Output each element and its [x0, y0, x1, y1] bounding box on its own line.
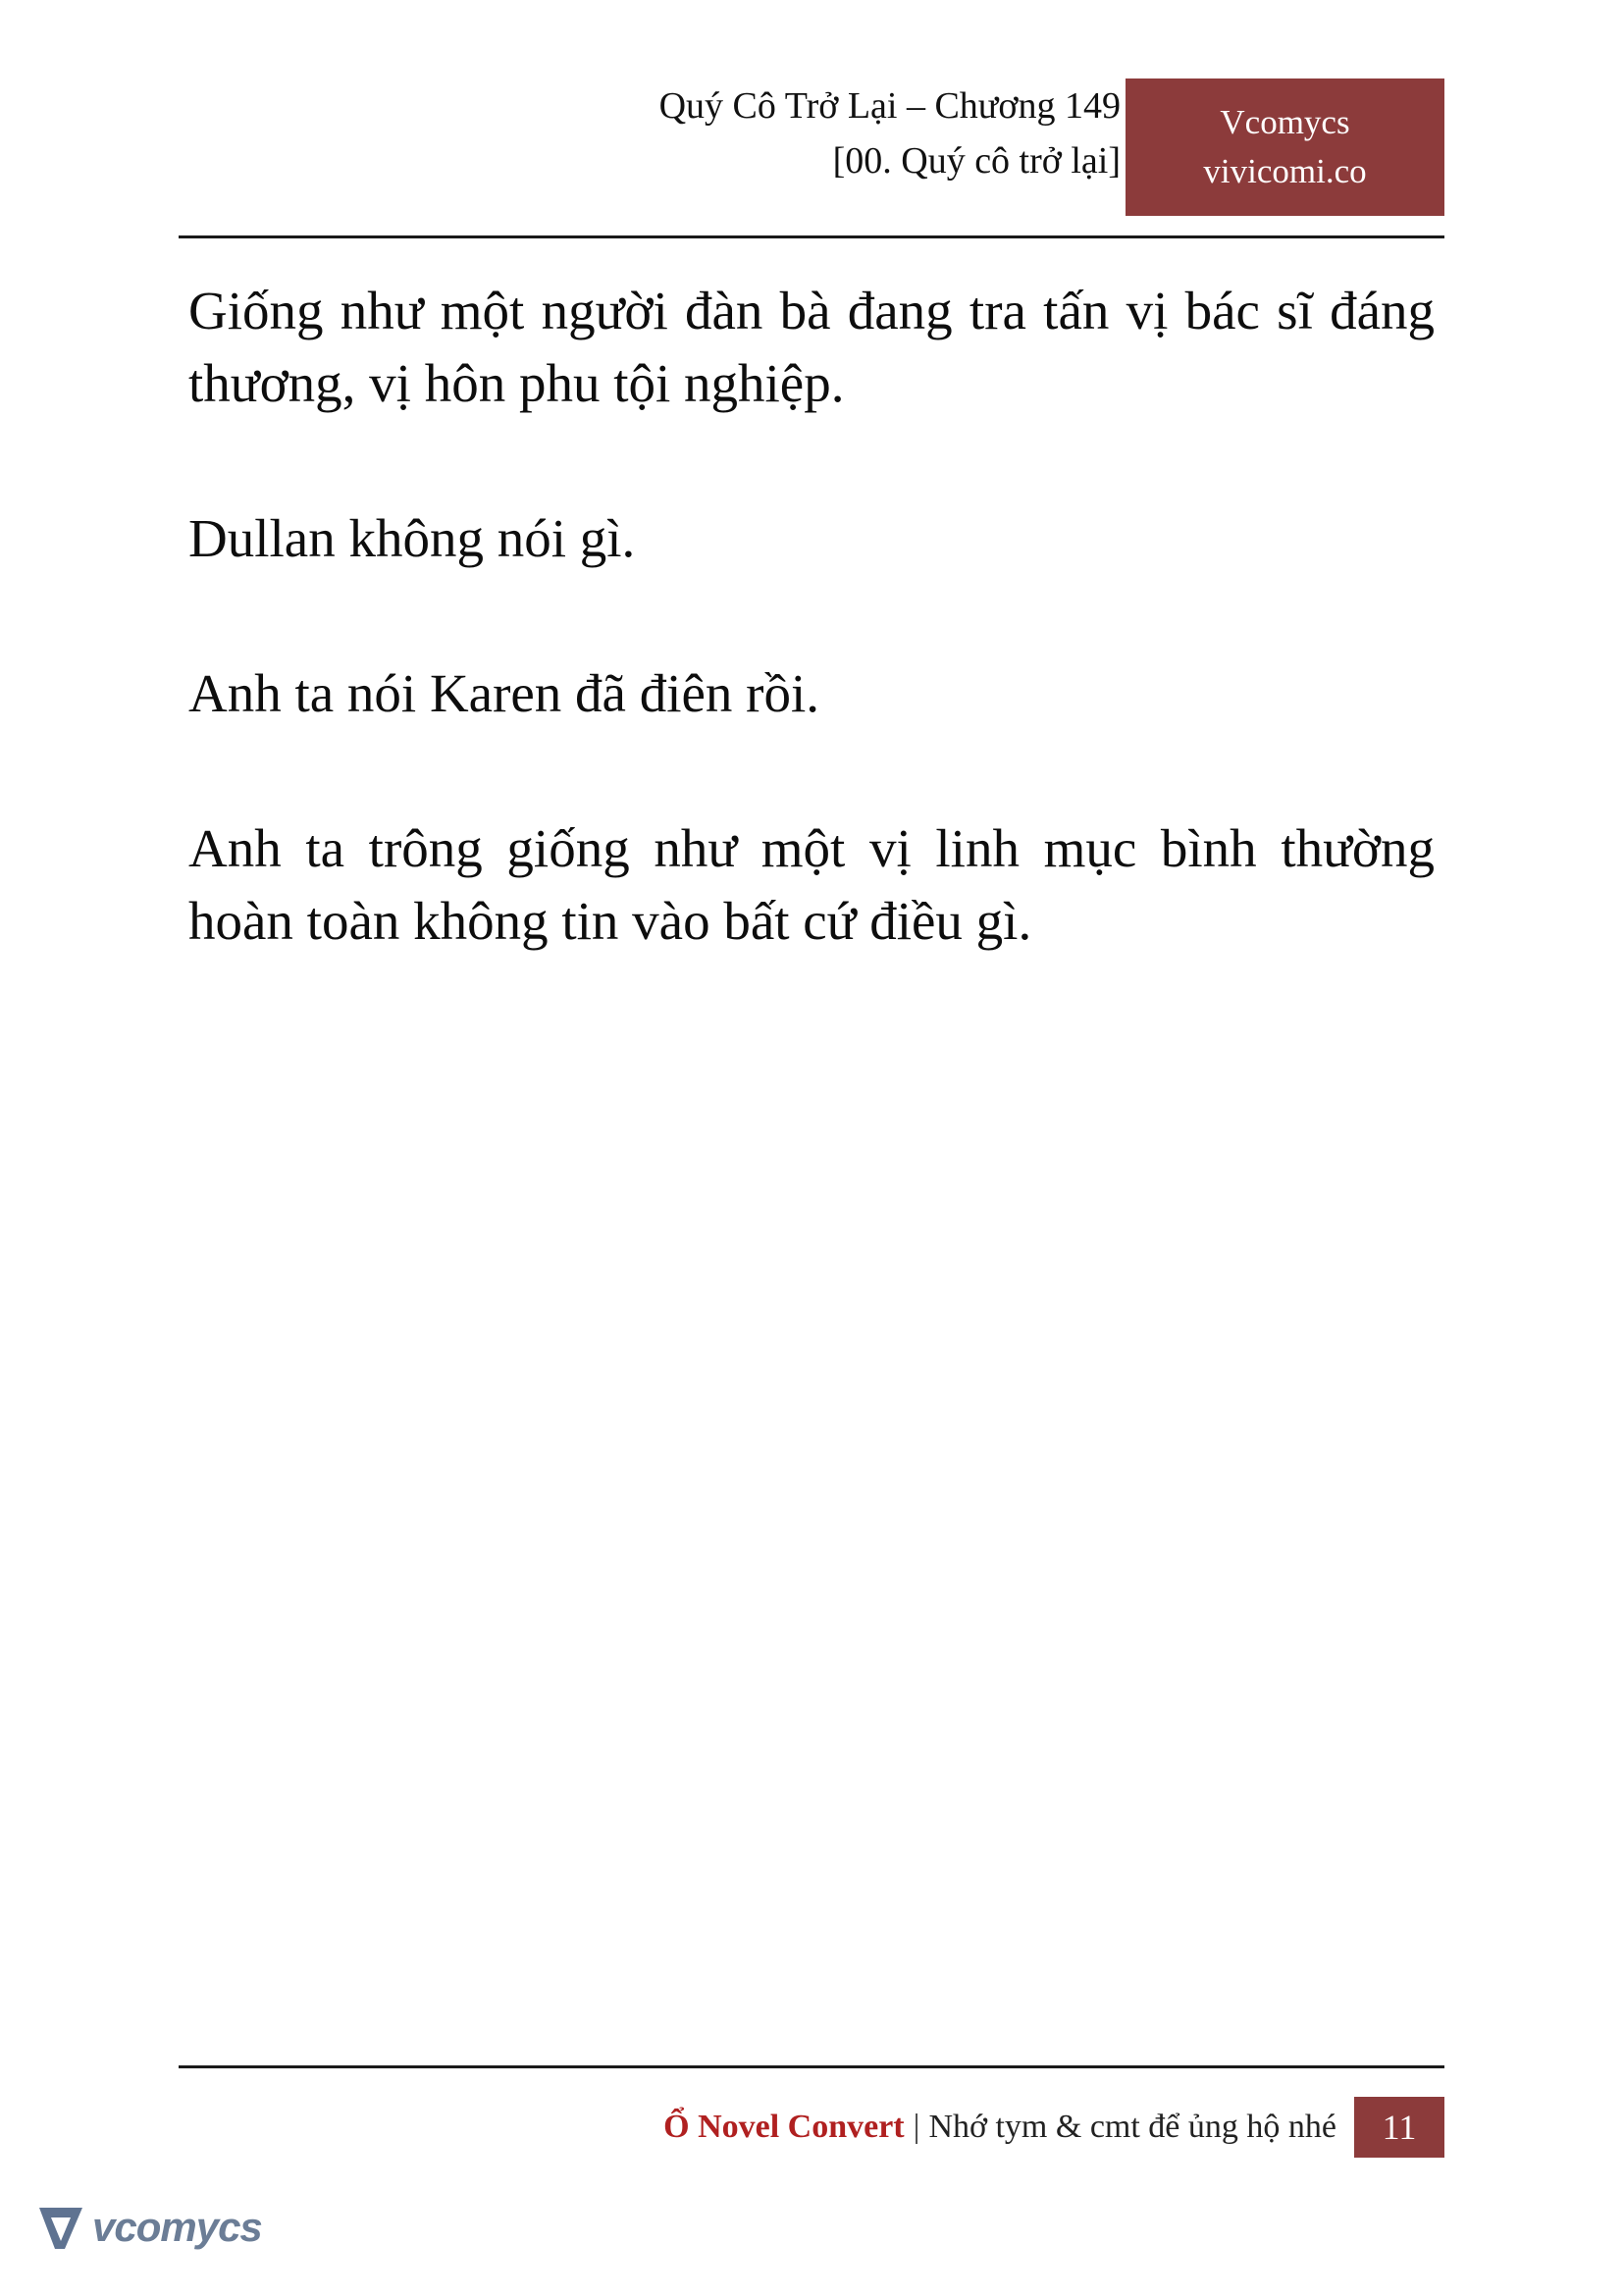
site-badge-name: Vcomycs	[1220, 103, 1350, 141]
page-header	[179, 78, 1444, 240]
footer-note: Nhớ tym & cmt để ủng hộ nhé	[928, 2109, 1336, 2145]
paragraph: Giống như một người đàn bà đang tra tấn vị bác sĩ đáng thương, vị hôn phu tội nghiệp.	[188, 281, 1435, 413]
watermark-logo	[35, 2183, 281, 2271]
paragraph: Anh ta nói Karen đã điên rồi.	[188, 663, 820, 723]
header-title-line2: [00. Quý cô trở lại]	[832, 140, 1121, 182]
footer-brand: Ổ Novel Convert	[663, 2109, 905, 2145]
footer-bar	[179, 2097, 1444, 2158]
footer-divider	[179, 2065, 1444, 2068]
footer-separator: |	[913, 2109, 920, 2145]
header-title-line1: Quý Cô Trở Lại – Chương 149	[658, 85, 1121, 127]
site-badge	[1126, 78, 1444, 216]
paragraph: Dullan không nói gì.	[188, 508, 636, 568]
paragraph: Anh ta trông giống như một vị linh mục bình thường hoàn toàn không tin vào bất cứ điều gì.	[188, 818, 1435, 951]
header-divider	[179, 235, 1444, 238]
vcomycs-logo-icon	[35, 2202, 86, 2253]
site-badge-url: vivicomi.co	[1203, 152, 1367, 190]
page-content	[188, 275, 1435, 1040]
header-title	[237, 78, 1121, 188]
page-number-badge: 11	[1354, 2097, 1444, 2158]
watermark-text: vcomycs	[92, 2204, 262, 2250]
footer-credit	[663, 2097, 1336, 2158]
